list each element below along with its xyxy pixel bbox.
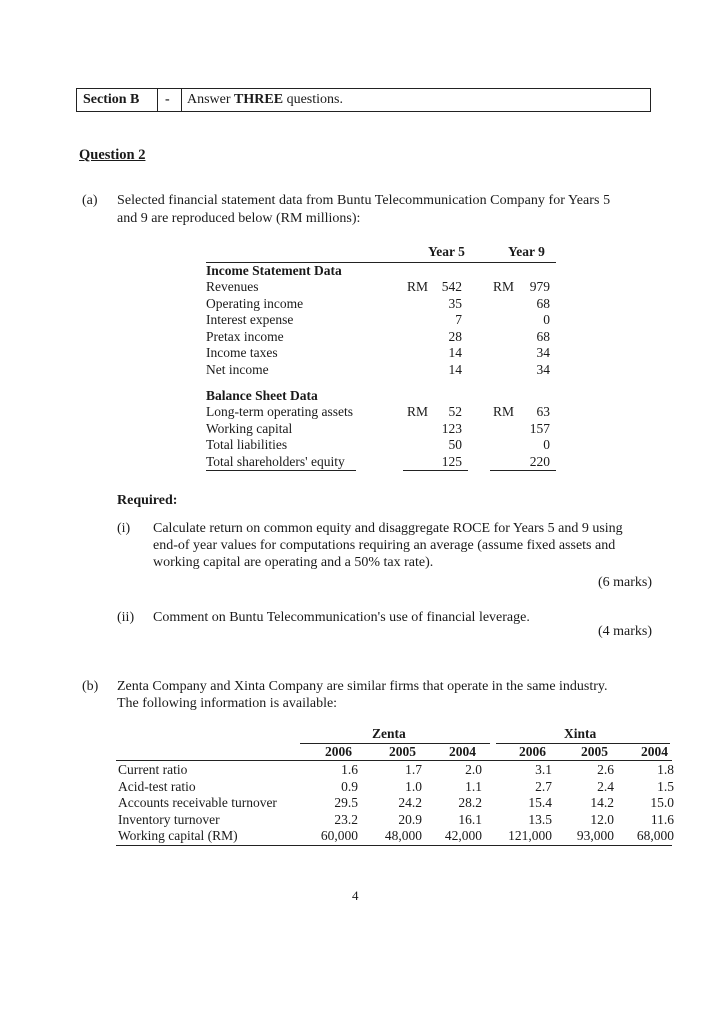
year-header: 2004	[641, 744, 668, 759]
table-cell: 29.5	[334, 795, 358, 810]
year5-underline	[403, 470, 468, 471]
table-cell: 1.6	[341, 762, 358, 777]
divider	[157, 89, 158, 111]
col-year5-header: Year 5	[428, 244, 465, 259]
table-cell: 14.2	[590, 795, 614, 810]
year5-value: 123	[441, 420, 462, 436]
q-i-line1: Calculate return on common equity and disaggregate ROCE for Years 5 and 9 using	[153, 521, 623, 536]
table-cell: 1.5	[657, 778, 674, 794]
row-label: Total liabilities	[206, 437, 288, 453]
year-header: 2005	[581, 744, 608, 759]
table-cell: 48,000	[384, 828, 422, 843]
q-i-line2: end-of year values for computations requiring an average (assume fixed assets and	[153, 538, 616, 553]
table-cell: 11.6	[650, 811, 674, 827]
year9-value: 157	[529, 420, 550, 436]
year5-value: 125	[441, 453, 462, 469]
part-a-marker: (a)	[82, 193, 98, 208]
year9-value: 34	[536, 345, 550, 361]
table-cell: 15.0	[650, 795, 674, 810]
table-b-bottom-rule	[116, 845, 672, 846]
group-xinta: Xinta	[564, 726, 597, 741]
table-row-label: Working capital (RM)	[118, 828, 238, 843]
table-row-label: Current ratio	[118, 762, 188, 777]
table-cell: 0.9	[341, 778, 358, 794]
year9-value: 979	[529, 279, 550, 294]
part-a-intro-line2: and 9 are reproduced below (RM millions):	[117, 211, 361, 226]
required-label: Required:	[117, 493, 178, 508]
table-cell: 42,000	[444, 828, 482, 843]
table-row-label: Accounts receivable turnover	[118, 795, 277, 810]
table-cell: 13.5	[528, 811, 552, 827]
table-b-header-rule	[116, 760, 672, 761]
currency-prefix: RM	[493, 279, 515, 294]
year9-value: 0	[543, 312, 550, 328]
q-i-line3: working capital are operating and a 50% tax rate).	[153, 555, 434, 570]
table-cell: 24.2	[398, 795, 422, 810]
year-header: 2006	[325, 744, 352, 759]
year9-value: 68	[536, 328, 550, 344]
year9-value: 220	[529, 453, 550, 469]
part-b-intro-line2: The following information is available:	[117, 696, 338, 711]
year5-value: 542	[441, 279, 462, 294]
table-cell: 23.2	[334, 811, 358, 827]
table-cell: 1.8	[657, 762, 674, 777]
q-ii-marks: (4 marks)	[597, 624, 652, 639]
section-instruction: Answer THREE questions.	[187, 92, 343, 107]
col-year9-header: Year 9	[508, 244, 545, 259]
q-i-marks: (6 marks)	[597, 575, 652, 590]
table-cell: 15.4	[528, 795, 552, 810]
currency-prefix: RM	[407, 404, 429, 419]
row-label: Revenues	[206, 279, 259, 294]
table-row-label: Acid-test ratio	[118, 778, 196, 794]
table-cell: 93,000	[576, 828, 614, 843]
q-i-marker: (i)	[117, 521, 131, 536]
year5-value: 7	[455, 312, 462, 328]
page-number: 4	[352, 888, 359, 903]
row-label: Operating income	[206, 295, 304, 311]
table-cell: 12.0	[590, 811, 614, 827]
table-cell: 1.0	[405, 778, 422, 794]
currency-prefix: RM	[407, 279, 429, 294]
year9-underline	[490, 470, 556, 471]
part-a-intro-line1: Selected financial statement data from Buntu Telecommunication Company for Years 5	[117, 193, 611, 208]
row-label: Income taxes	[206, 345, 278, 361]
year9-value: 63	[536, 404, 550, 419]
year5-value: 14	[448, 362, 462, 377]
table-cell: 121,000	[508, 828, 552, 843]
balance-heading: Balance Sheet Data	[206, 388, 318, 403]
currency-prefix: RM	[493, 404, 515, 419]
year5-value: 35	[448, 295, 462, 311]
table-cell: 20.9	[398, 811, 422, 827]
part-b-marker: (b)	[82, 679, 99, 694]
table-row-label: Inventory turnover	[118, 811, 220, 827]
table-cell: 60,000	[320, 828, 358, 843]
table-cell: 28.2	[458, 795, 482, 810]
table-cell: 68,000	[636, 828, 674, 843]
year5-value: 52	[448, 404, 462, 419]
table-cell: 1.7	[405, 762, 422, 777]
section-dash: -	[165, 92, 170, 107]
section-banner	[76, 88, 651, 112]
row-label: Interest expense	[206, 312, 294, 328]
q-ii-line1: Comment on Buntu Telecommunication's use of financial leverage.	[153, 610, 530, 625]
year5-value: 28	[448, 328, 462, 344]
income-heading: Income Statement Data	[206, 263, 342, 278]
table-cell: 2.0	[465, 762, 482, 777]
row-label: Pretax income	[206, 328, 284, 344]
year5-value: 50	[448, 437, 462, 453]
question-title: Question 2	[79, 147, 146, 163]
row-label: Working capital	[206, 420, 293, 436]
year9-value: 34	[536, 362, 550, 377]
row-label: Net income	[206, 362, 269, 377]
table-cell: 16.1	[458, 811, 482, 827]
year-header: 2004	[449, 744, 476, 759]
year9-value: 0	[543, 437, 550, 453]
row-label: Total shareholders' equity	[206, 453, 345, 469]
year5-value: 14	[448, 345, 462, 361]
table-cell: 2.6	[597, 762, 614, 777]
year9-value: 68	[536, 295, 550, 311]
table-cell: 2.4	[597, 778, 614, 794]
table-cell: 3.1	[535, 762, 552, 777]
label-underline	[206, 470, 356, 471]
row-label: Long-term operating assets	[206, 404, 353, 419]
section-label: Section B	[83, 92, 140, 107]
table-cell: 2.7	[535, 778, 552, 794]
part-b-intro-line1: Zenta Company and Xinta Company are similar firms that operate in the same industry.	[117, 679, 608, 694]
year-header: 2005	[389, 744, 416, 759]
year-header: 2006	[519, 744, 546, 759]
q-ii-marker: (ii)	[117, 610, 135, 625]
divider	[181, 89, 182, 111]
table-cell: 1.1	[465, 778, 482, 794]
group-zenta: Zenta	[372, 726, 406, 741]
